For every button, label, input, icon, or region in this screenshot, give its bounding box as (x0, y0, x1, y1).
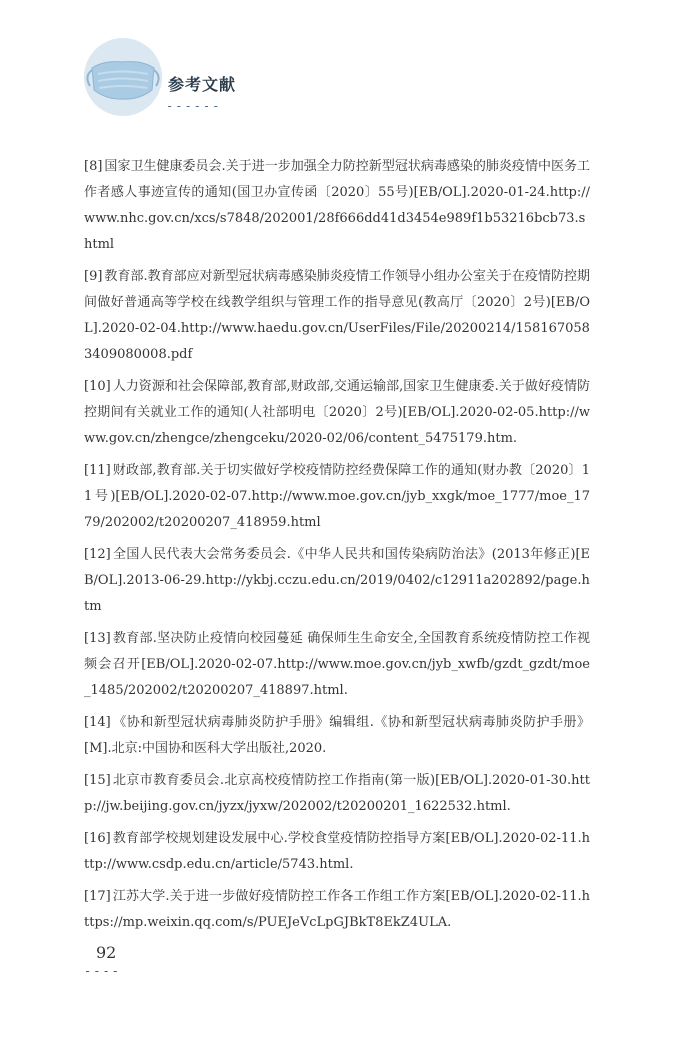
reference-list (84, 154, 590, 942)
section-title: 参考文献 (168, 75, 237, 94)
reference-item (84, 154, 590, 258)
page-number: 92 (96, 943, 117, 962)
reference-item (84, 542, 590, 620)
reference-number: [10] (84, 379, 111, 394)
title-underline-dashes: ------ (166, 99, 222, 113)
reference-item (84, 826, 590, 878)
reference-item (84, 458, 590, 536)
reference-number: [16] (84, 831, 111, 846)
reference-item (84, 768, 590, 820)
page-left-margin (0, 0, 74, 1048)
reference-text: 《协和新型冠状病毒肺炎防护手册》编辑组.《协和新型冠状病毒肺炎防护手册》[M].北京:中国协和医科大学出版社,2020. (84, 715, 590, 756)
reference-text: 北京市教育委员会.北京高校疫情防控工作指南(第一版)[EB/OL].2020-01-30.http://jw.beijing.gov.cn/jyzx/jyxw/202002/t20200201_1622532.html. (84, 773, 590, 814)
reference-number: [13] (84, 631, 111, 646)
reference-text: 教育部.坚决防止疫情向校园蔓延 确保师生生命安全,全国教育系统疫情防控工作视频会召开[EB/OL].2020-02-07.http://www.moe.gov.cn/jyb_xwfb/gzdt_gzdt/moe_1485/202002/t20200207_418897.html. (84, 631, 590, 698)
reference-number: [9] (84, 269, 103, 284)
reference-text: 教育部.教育部应对新型冠状病毒感染肺炎疫情工作领导小组办公室关于在疫情防控期间做好普通高等学校在线教学组织与管理工作的指导意见(教高厅〔2020〕2号)[EB/OL].2020-02-04.http://www.haedu.gov.cn/UserFiles/File/20200214/1581670583409080008.pdf (84, 269, 590, 362)
reference-text: 教育部学校规划建设发展中心.学校食堂疫情防控指导方案[EB/OL].2020-02-11.http://www.csdp.edu.cn/article/5743.html. (84, 831, 590, 872)
reference-item (84, 264, 590, 368)
reference-item (84, 710, 590, 762)
reference-number: [12] (84, 547, 111, 562)
reference-text: 人力资源和社会保障部,教育部,财政部,交通运输部,国家卫生健康委.关于做好疫情防控期间有关就业工作的通知(人社部明电〔2020〕2号)[EB/OL].2020-02-05.http://www.gov.cn/zhengce/zhengceku/2020-02/06/content_5475179.htm. (84, 379, 590, 446)
reference-text: 全国人民代表大会常务委员会.《中华人民共和国传染病防治法》(2013年修正)[EB/OL].2013-06-29.http://ykbj.cczu.edu.cn/2019/0402/c12911a202892/page.htm (84, 547, 590, 614)
footer-dashes: ---- (84, 964, 121, 978)
reference-text: 国家卫生健康委员会.关于进一步加强全力防控新型冠状病毒感染的肺炎疫情中医务工作者感人事迹宣传的通知(国卫办宣传函〔2020〕55号)[EB/OL].2020-01-24.http://www.nhc.gov.cn/xcs/s7848/202001/28f666dd41d3454e989f1b53216bcb73.shtml (84, 159, 590, 252)
reference-item (84, 626, 590, 704)
reference-number: [11] (84, 463, 111, 478)
reference-text: 财政部,教育部.关于切实做好学校疫情防控经费保障工作的通知(财办教〔2020〕11号)[EB/OL].2020-02-07.http://www.moe.gov.cn/jyb_xxgk/moe_1777/moe_1779/202002/t20200207_418959.html (84, 463, 590, 530)
reference-number: [17] (84, 889, 111, 904)
reference-number: [15] (84, 773, 111, 788)
reference-item (84, 374, 590, 452)
face-mask-icon (84, 38, 162, 116)
reference-number: [14] (84, 715, 111, 730)
reference-text: 江苏大学.关于进一步做好疫情防控工作各工作组工作方案[EB/OL].2020-02-11.https://mp.weixin.qq.com/s/PUEJeVcLpGJBkT8EkZ4ULA. (84, 889, 590, 930)
reference-item (84, 884, 590, 936)
reference-number: [8] (84, 159, 103, 174)
section-header (84, 38, 384, 128)
